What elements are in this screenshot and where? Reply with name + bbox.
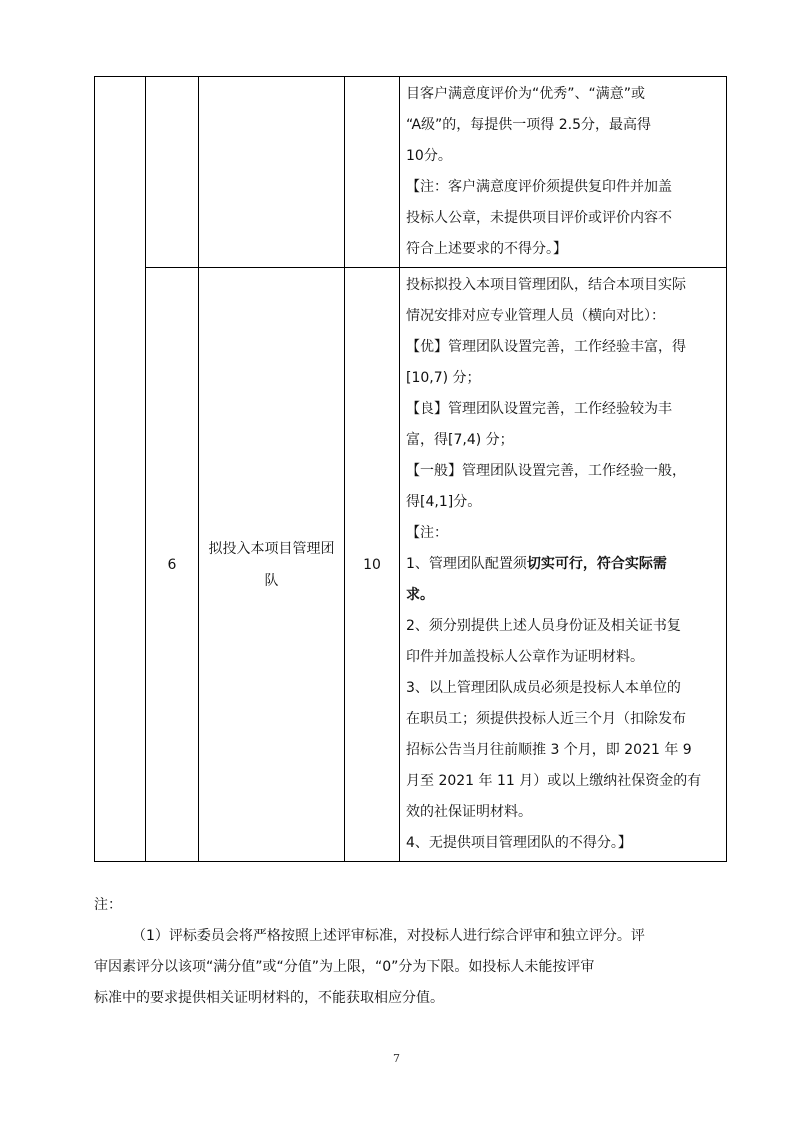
criteria-line: 投标拟投入本项目管理团队，结合本项目实际 (406, 277, 686, 293)
criteria-line: 2、须分别提供上述人员身份证及相关证书复 (406, 618, 681, 634)
criteria-line: 3、以上管理团队成员必须是投标人本单位的 (406, 680, 681, 696)
criteria-line: 得[4,1]分。 (406, 494, 482, 510)
criteria-line: 在职员工；须提供投标人近三个月（扣除发布 (406, 711, 686, 727)
criteria-text-bold: 切实可行，符合实际需 (526, 556, 667, 572)
page-number: 7 (393, 1052, 400, 1065)
criteria-text (400, 270, 726, 859)
item-name: 拟投入本项目管理团队 (208, 540, 335, 589)
table-cell-category (95, 77, 146, 862)
table-cell-no (146, 77, 199, 268)
criteria-line: 情况安排对应专业管理人员（横向对比）： (406, 308, 665, 324)
criteria-line: [10,7) 分； (406, 370, 481, 386)
table-cell-criteria (400, 268, 727, 862)
criteria-line: “A级”的，每提供一项得 2.5分，最高得 (406, 117, 651, 133)
criteria-line: 【注：客户满意度评价须提供复印件并加盖 (406, 179, 672, 195)
notes-section (94, 890, 721, 1014)
criteria-line: 符合上述要求的不得分。】 (406, 241, 567, 257)
criteria-line: 月至 2021 年 11 月）或以上缴纳社保资金的有 (406, 773, 702, 789)
criteria-line: 4、无提供项目管理团队的不得分。】 (406, 835, 632, 851)
table-cell-score (345, 77, 400, 268)
table-row (95, 77, 727, 268)
table-row (95, 268, 727, 862)
criteria-line: 【良】管理团队设置完善，工作经验较为丰 (406, 401, 672, 417)
criteria-line: 富，得[7,4) 分； (406, 432, 514, 448)
table-cell-score: 10 (345, 268, 400, 862)
criteria-line: 投标人公章，未提供项目评价或评价内容不 (406, 210, 672, 226)
notes-paragraph: 标准中的要求提供相关证明材料的，不能获取相应分值。 (94, 990, 444, 1006)
criteria-text (400, 79, 726, 265)
criteria-line: 目客户满意度评价为“优秀”、“满意”或 (406, 86, 646, 102)
criteria-line: 【一般】管理团队设置完善，工作经验一般， (406, 463, 686, 479)
table-cell-criteria (400, 77, 727, 268)
criteria-line: 10分。 (406, 148, 452, 164)
criteria-text-normal: 1、管理团队配置须 (406, 556, 527, 572)
criteria-line-bold: 求。 (406, 587, 434, 603)
criteria-line: 效的社保证明材料。 (406, 804, 532, 820)
notes-paragraph: （1）评标委员会将严格按照上述评审标准，对投标人进行综合评审和独立评分。评 (132, 928, 645, 944)
criteria-line: 【注： (406, 525, 448, 541)
criteria-line: 印件并加盖投标人公章作为证明材料。 (406, 649, 644, 665)
notes-label: 注： (94, 897, 122, 913)
table-cell-item (199, 77, 345, 268)
criteria-line (406, 549, 726, 580)
scoring-table (94, 76, 727, 862)
notes-paragraph: 审因素评分以该项“满分值”或“分值”为上限，“0”分为下限。如投标人未能按评审 (94, 959, 595, 975)
criteria-line: 招标公告当月往前顺推 3 个月，即 2021 年 9 (406, 742, 692, 758)
criteria-line: 【优】管理团队设置完善，工作经验丰富，得 (406, 339, 686, 355)
table-cell-item (199, 268, 345, 862)
table-cell-no: 6 (146, 268, 199, 862)
